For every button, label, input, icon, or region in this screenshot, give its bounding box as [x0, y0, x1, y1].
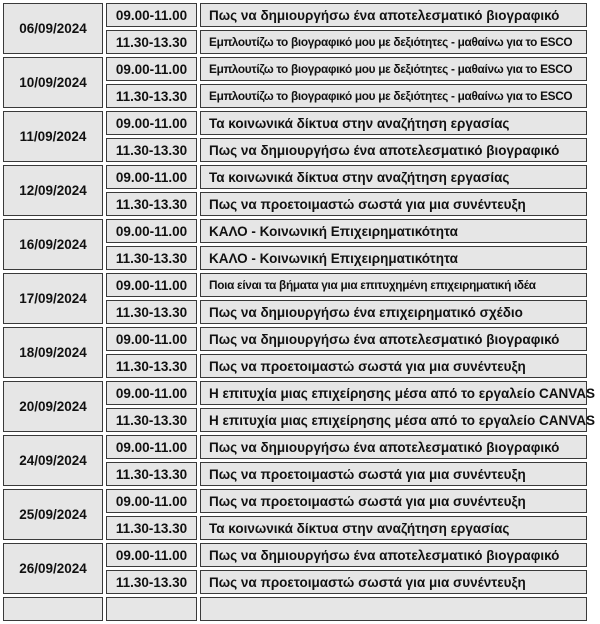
clipped-row-cell	[200, 597, 587, 621]
time-slot-cell: 11.30-13.30	[106, 30, 197, 54]
topic-cell: Πως να δημιουργήσω ένα αποτελεσματικό βιογραφικό	[200, 138, 587, 162]
schedule-row	[3, 381, 587, 405]
topic-cell: Πως να προετοιμαστώ σωστά για μια συνέντευξη	[200, 462, 587, 486]
time-slot-cell: 09.00-11.00	[106, 111, 197, 135]
topic-cell: Πως να δημιουργήσω ένα επιχειρηματικό σχέδιο	[200, 300, 587, 324]
schedule-row	[3, 273, 587, 297]
time-slot-cell: 09.00-11.00	[106, 3, 197, 27]
date-cell: 11/09/2024	[3, 111, 103, 162]
topic-cell: Πως να δημιουργήσω ένα αποτελεσματικό βιογραφικό	[200, 435, 587, 459]
schedule-row	[3, 219, 587, 243]
time-slot-cell: 09.00-11.00	[106, 489, 197, 513]
clipped-partial-row	[3, 597, 587, 621]
topic-cell: Πως να δημιουργήσω ένα αποτελεσματικό βιογραφικό	[200, 327, 587, 351]
time-slot-cell: 09.00-11.00	[106, 219, 197, 243]
time-slot-cell: 11.30-13.30	[106, 462, 197, 486]
date-cell: 10/09/2024	[3, 57, 103, 108]
time-slot-cell: 11.30-13.30	[106, 408, 197, 432]
time-slot-cell: 11.30-13.30	[106, 570, 197, 594]
time-slot-cell: 09.00-11.00	[106, 165, 197, 189]
date-cell: 12/09/2024	[3, 165, 103, 216]
schedule-row	[3, 3, 587, 27]
date-cell: 17/09/2024	[3, 273, 103, 324]
topic-cell: Πως να προετοιμαστώ σωστά για μια συνέντευξη	[200, 570, 587, 594]
topic-cell: Η επιτυχία μιας επιχείρησης μέσα από το εργαλείο CANVAS	[200, 381, 587, 405]
time-slot-cell: 11.30-13.30	[106, 138, 197, 162]
date-cell: 26/09/2024	[3, 543, 103, 594]
schedule-row	[3, 543, 587, 567]
topic-cell: Πως να προετοιμαστώ σωστά για μια συνέντευξη	[200, 192, 587, 216]
topic-cell: Εμπλουτίζω το βιογραφικό μου με δεξιότητες - μαθαίνω για το ESCO	[200, 57, 587, 81]
schedule-row	[3, 165, 587, 189]
schedule-row	[3, 57, 587, 81]
topic-cell: Πως να δημιουργήσω ένα αποτελεσματικό βιογραφικό	[200, 543, 587, 567]
schedule-row	[3, 435, 587, 459]
time-slot-cell: 09.00-11.00	[106, 435, 197, 459]
date-cell: 18/09/2024	[3, 327, 103, 378]
topic-cell: Εμπλουτίζω το βιογραφικό μου με δεξιότητες - μαθαίνω για το ESCO	[200, 84, 587, 108]
schedule-row	[3, 111, 587, 135]
date-cell: 16/09/2024	[3, 219, 103, 270]
date-cell: 20/09/2024	[3, 381, 103, 432]
time-slot-cell: 11.30-13.30	[106, 516, 197, 540]
date-cell: 25/09/2024	[3, 489, 103, 540]
topic-cell: ΚΑΛΟ - Κοινωνική Επιχειρηματικότητα	[200, 246, 587, 270]
time-slot-cell: 09.00-11.00	[106, 381, 197, 405]
time-slot-cell: 11.30-13.30	[106, 300, 197, 324]
topic-cell: ΚΑΛΟ - Κοινωνική Επιχειρηματικότητα	[200, 219, 587, 243]
schedule-row	[3, 489, 587, 513]
time-slot-cell: 11.30-13.30	[106, 246, 197, 270]
time-slot-cell: 09.00-11.00	[106, 273, 197, 297]
topic-cell: Τα κοινωνικά δίκτυα στην αναζήτηση εργασίας	[200, 516, 587, 540]
time-slot-cell: 11.30-13.30	[106, 192, 197, 216]
time-slot-cell: 11.30-13.30	[106, 84, 197, 108]
time-slot-cell: 09.00-11.00	[106, 543, 197, 567]
topic-cell: Η επιτυχία μιας επιχείρησης μέσα από το εργαλείο CANVAS	[200, 408, 587, 432]
topic-cell: Πως να δημιουργήσω ένα αποτελεσματικό βιογραφικό	[200, 3, 587, 27]
time-slot-cell: 09.00-11.00	[106, 57, 197, 81]
schedule-table-body	[3, 3, 595, 621]
date-cell: 24/09/2024	[3, 435, 103, 486]
schedule-row	[3, 327, 587, 351]
topic-cell: Τα κοινωνικά δίκτυα στην αναζήτηση εργασίας	[200, 165, 587, 189]
time-slot-cell: 09.00-11.00	[106, 327, 197, 351]
topic-cell: Ποια είναι τα βήματα για μια επιτυχημένη επιχειρηματική ιδέα	[200, 273, 587, 297]
date-cell: 06/09/2024	[3, 3, 103, 54]
time-slot-cell: 11.30-13.30	[106, 354, 197, 378]
topic-cell: Πως να προετοιμαστώ σωστά για μια συνέντευξη	[200, 354, 587, 378]
topic-cell: Εμπλουτίζω το βιογραφικό μου με δεξιότητες - μαθαίνω για το ESCO	[200, 30, 587, 54]
topic-cell: Πως να προετοιμαστώ σωστά για μια συνέντευξη	[200, 489, 587, 513]
topic-cell: Τα κοινωνικά δίκτυα στην αναζήτηση εργασίας	[200, 111, 587, 135]
clipped-row-cell	[106, 597, 197, 621]
clipped-row-cell	[3, 597, 103, 621]
